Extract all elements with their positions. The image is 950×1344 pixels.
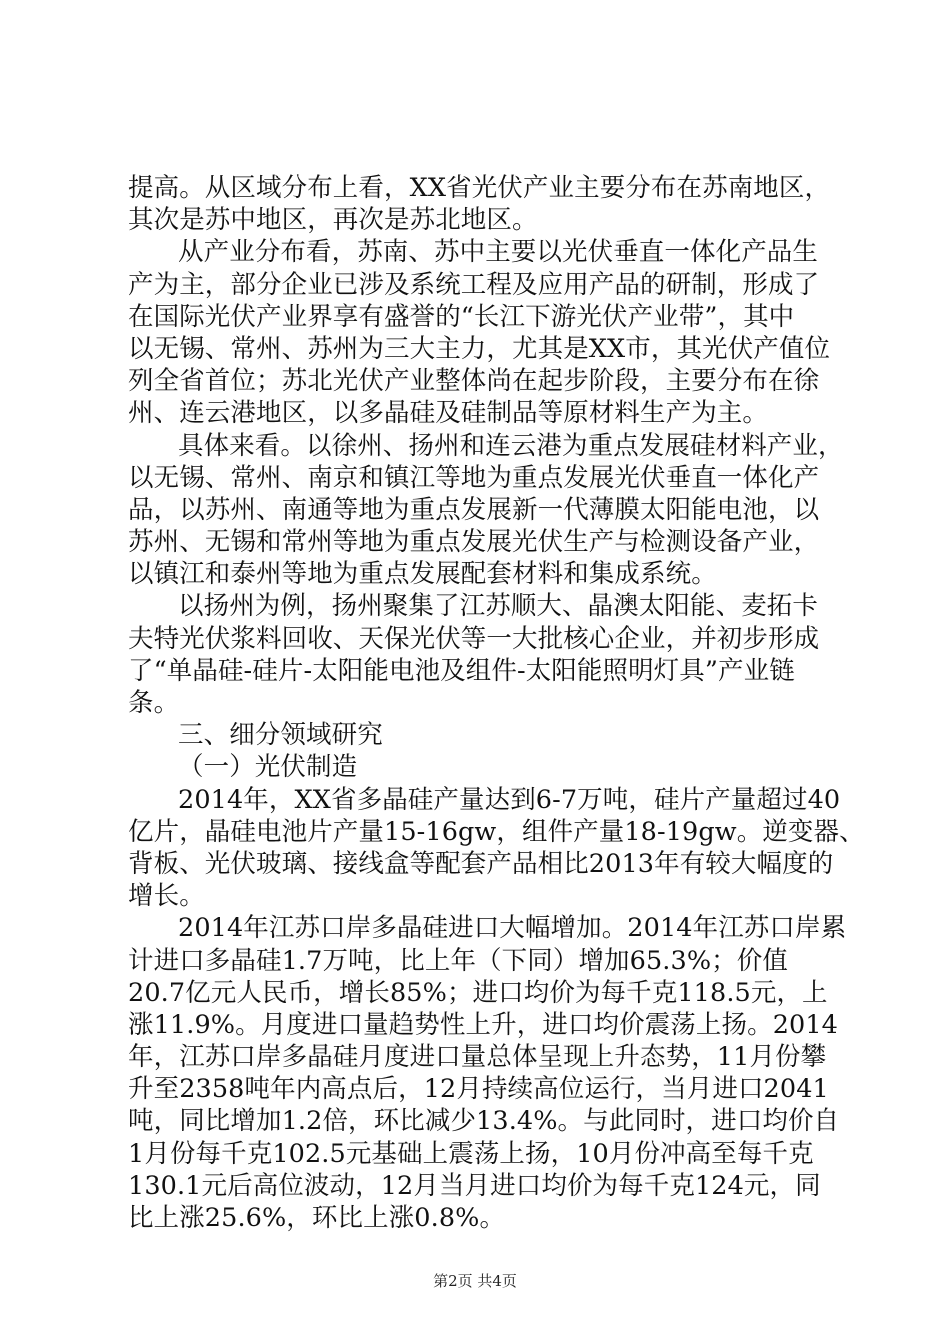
text-line: 夫特光伏浆料回收、天保光伏等一大批核心企业，并初步形成 — [128, 623, 820, 654]
text-line: 州、连云港地区，以多晶硅及硅制品等原材料生产为主。 — [128, 398, 769, 429]
text-line: 年，江苏口岸多晶硅月度进口量总体呈现上升态势，11月份攀 — [128, 1042, 827, 1073]
text-line: 其次是苏中地区，再次是苏北地区。 — [128, 205, 538, 236]
text-line: 20.7亿元人民币，增长85%；进口均价为每千克118.5元，上 — [128, 977, 828, 1008]
text-line: 以无锡、常州、南京和镇江等地为重点发展光伏垂直一体化产 — [128, 462, 820, 493]
text-line: 亿片，晶硅电池片产量15-16gw，组件产量18-19gw。逆变器、 — [128, 816, 865, 847]
text-line: 2014年，XX省多晶硅产量达到6-7万吨，硅片产量超过40 — [178, 784, 841, 815]
text-line: 具体来看。以徐州、扬州和连云港为重点发展硅材料产业， — [178, 430, 844, 461]
text-line: 以扬州为例，扬州聚集了江苏顺大、晶澳太阳能、麦拓卡 — [178, 591, 819, 622]
text-line: 比上涨25.6%，环比上涨0.8%。 — [128, 1203, 506, 1233]
text-line: 涨11.9%。月度进口量趋势性上升，进口均价震荡上扬。2014 — [128, 1009, 839, 1040]
text-line: 在国际光伏产业界享有盛誉的“长江下游光伏产业带”，其中 — [128, 301, 795, 332]
text-line: 2014年江苏口岸多晶硅进口大幅增加。2014年江苏口岸累 — [178, 913, 847, 944]
text-line: 以无锡、常州、苏州为三大主力，尤其是XX市，其光伏产值位 — [128, 333, 831, 364]
text-line: 以镇江和泰州等地为重点发展配套材料和集成系统。 — [128, 559, 717, 590]
text-line: 增长。 — [128, 881, 205, 912]
text-line: （一）光伏制造 — [178, 752, 358, 783]
text-line: 三、细分领域研究 — [178, 720, 383, 751]
text-line: 计进口多晶硅1.7万吨，比上年（下同）增加65.3%；价值 — [128, 945, 788, 976]
text-line: 提高。从区域分布上看，XX省光伏产业主要分布在苏南地区， — [128, 173, 831, 203]
text-line: 了“单晶硅-硅片-太阳能电池及组件-太阳能照明灯具”产业链 — [128, 655, 795, 686]
text-line: 1月份每千克102.5元基础上震荡上扬，10月份冲高至每千克 — [128, 1138, 814, 1169]
document-body — [128, 172, 865, 1234]
text-line: 列全省首位；苏北光伏产业整体尚在起步阶段，主要分布在徐 — [128, 366, 820, 397]
text-line: 背板、光伏玻璃、接线盒等配套产品相比2013年有较大幅度的 — [128, 848, 834, 879]
page-footer — [0, 1270, 950, 1291]
text-line: 条。 — [128, 688, 180, 718]
text-line: 品，以苏州、南通等地为重点发展新一代薄膜太阳能电池，以 — [128, 494, 820, 525]
page-number-label: 第2页 共4页 — [433, 1272, 517, 1290]
text-line: 吨，同比增加1.2倍，环比减少13.4%。与此同时，进口均价自 — [128, 1106, 840, 1137]
text-line: 130.1元后高位波动，12月当月进口均价为每千克124元，同 — [128, 1170, 821, 1201]
text-line: 从产业分布看，苏南、苏中主要以光伏垂直一体化产品生 — [178, 237, 819, 268]
text-line: 升至2358吨年内高点后，12月持续高位运行，当月进口2041 — [128, 1074, 829, 1105]
text-line: 苏州、无锡和常州等地为重点发展光伏生产与检测设备产业， — [128, 527, 820, 558]
text-line: 产为主，部分企业已涉及系统工程及应用产品的研制，形成了 — [128, 269, 820, 300]
